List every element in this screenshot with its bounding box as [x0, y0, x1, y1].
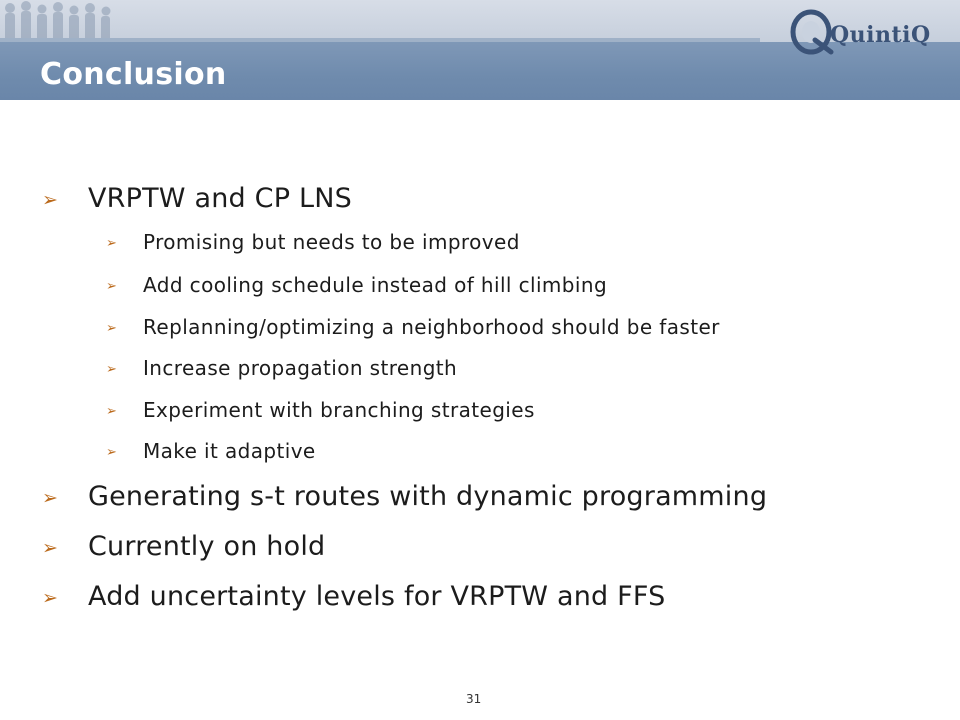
bullet-text: Make it adaptive — [143, 439, 316, 463]
arrowhead-bullet-icon: ➢ — [106, 279, 117, 294]
arrowhead-bullet-icon: ➢ — [106, 445, 117, 460]
slide-title: Conclusion — [40, 57, 227, 92]
arrowhead-bullet-icon: ➢ — [42, 587, 58, 609]
bullet-text: Promising but needs to be improved — [143, 230, 520, 254]
arrowhead-bullet-icon: ➢ — [42, 487, 58, 509]
page-number: 31 — [466, 692, 482, 706]
bullet-text: Generating s-t routes with dynamic programming — [88, 481, 768, 512]
logo-text: QuintiQ — [830, 22, 931, 48]
bullet-text: VRPTW and CP LNS — [88, 183, 352, 214]
arrowhead-bullet-icon: ➢ — [42, 189, 58, 211]
arrowhead-bullet-icon: ➢ — [42, 537, 58, 559]
bullet-text: Replanning/optimizing a neighborhood should be faster — [143, 315, 720, 339]
bullet-text: Experiment with branching strategies — [143, 398, 535, 422]
bullet-text: Add cooling schedule instead of hill climbing — [143, 273, 608, 297]
arrowhead-bullet-icon: ➢ — [106, 236, 117, 251]
bullet-text: Currently on hold — [88, 531, 326, 562]
bullet-text: Add uncertainty levels for VRPTW and FFS — [88, 581, 666, 612]
arrowhead-bullet-icon: ➢ — [106, 362, 117, 377]
bullet-text: Increase propagation strength — [143, 356, 458, 380]
arrowhead-bullet-icon: ➢ — [106, 404, 117, 419]
arrowhead-bullet-icon: ➢ — [106, 321, 117, 336]
